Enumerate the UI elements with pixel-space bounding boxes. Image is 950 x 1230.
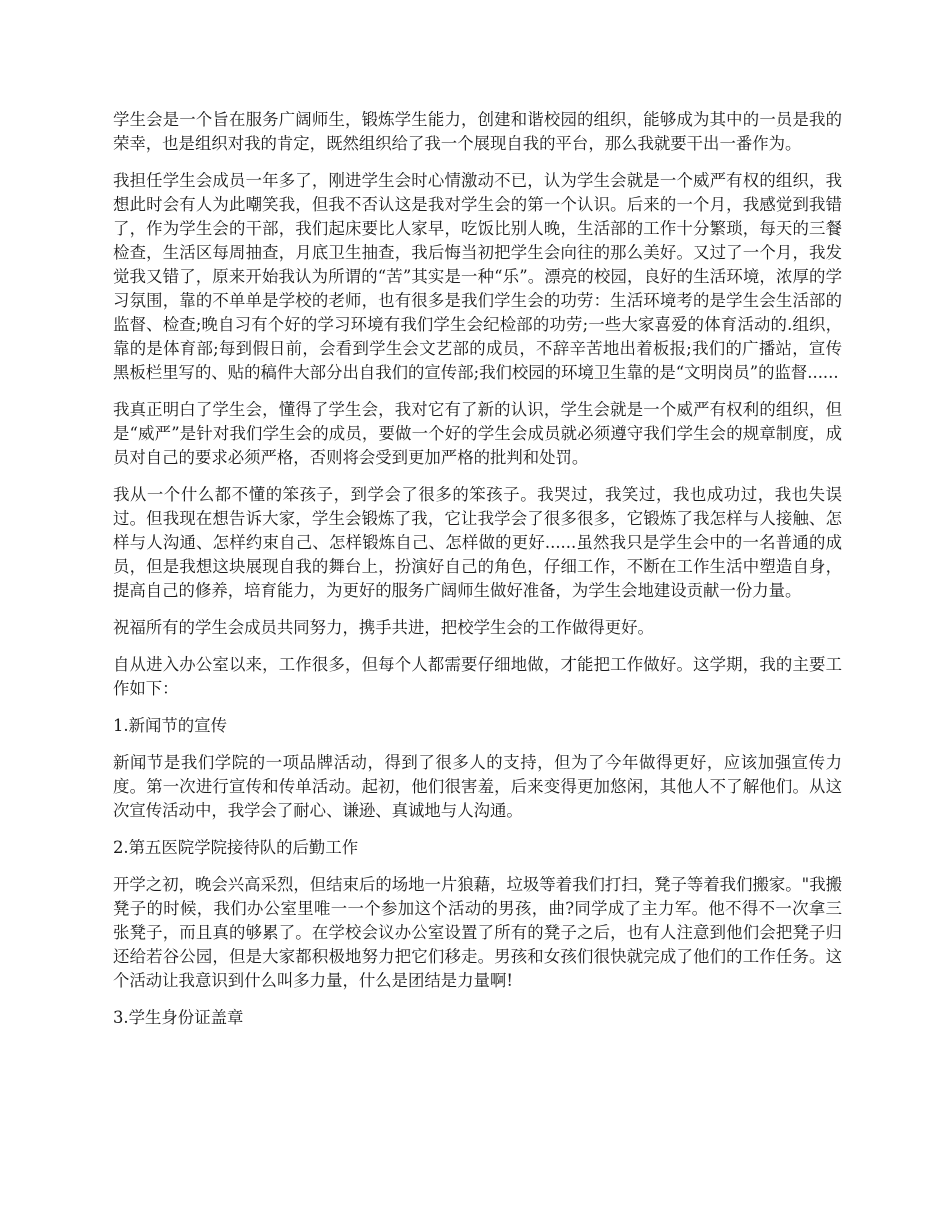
- paragraph-2: 我担任学生会成员一年多了，刚进学生会时心情激动不已，认为学生会就是一个威严有权的组织，我想此时会有人为此嘲笑我，但我不否认这是我对学生会的第一个认识。后来的一个月，我感觉到我错了，作为学生会的干部，我们起床要比人家早，吃饭比别人晚，生活部的工作十分繁琐，每天的三餐检查，生活区每周抽查，月底卫生抽查，我后悔当初把学生会向往的那么美好。又过了一个月，我发觉我又错了，原来开始我认为所谓的“苦”其实是一种“乐”。漂亮的校园，良好的生活环境，浓厚的学习氛围，靠的不单单是学校的老师，也有很多是我们学生会的功劳：生活环境考的是学生会生活部的监督、检查;晚自习有个好的学习环境有我们学生会纪检部的功劳;一些大家喜爱的体育活动的.组织，靠的是体育部;每到假日前，会看到学生会文艺部的成员，不辞辛苦地出着板报;我们的广播站，宣传黑板栏里写的、贴的稿件大部分出自我们的宣传部;我们校园的环境卫生靠的是“文明岗员”的监督......: [113, 171, 842, 382]
- section-heading-2: 2.第五医院学院接待队的后勤工作: [113, 838, 359, 857]
- document-body: [113, 108, 842, 1030]
- section-heading-1: 1.新闻节的宣传: [113, 716, 227, 735]
- paragraph-8: 开学之初，晚会兴高采烈，但结束后的场地一片狼藉，垃圾等着我们打扫，凳子等着我们搬家。"我搬凳子的时候，我们办公室里唯一一个参加这个活动的男孩，曲?同学成了主力军。他不得不一次拿三张凳子，而且真的够累了。在学校会议办公室设置了所有的凳子之后，也有人注意到他们会把凳子归还给若谷公园，但是大家都积极地努力把它们移走。男孩和女孩们很快就完成了他们的工作任务。这个活动让我意识到什么叫多力量，什么是团结是力量啊!: [113, 875, 842, 990]
- paragraph-1: 学生会是一个旨在服务广阔师生，锻炼学生能力，创建和谐校园的组织，能够成为其中的一员是我的荣幸，也是组织对我的肯定，既然组织给了我一个展现自我的平台，那么我就要干出一番作为。: [113, 110, 842, 153]
- paragraph-3: 我真正明白了学生会，懂得了学生会，我对它有了新的认识，学生会就是一个威严有权利的组织，但是“威严”是针对我们学生会的成员，要做一个好的学生会成员就必须遵守我们学生会的规章制度，成员对自己的要求必须严格，否则将会受到更加严格的批判和处罚。: [113, 400, 842, 467]
- paragraph-6: 自从进入办公室以来，工作很多，但每个人都需要仔细地做，才能把工作做好。这学期，我的主要工作如下：: [113, 655, 842, 698]
- paragraph-5: 祝福所有的学生会成员共同努力，携手共进，把校学生会的工作做得更好。: [113, 618, 654, 637]
- section-heading-3: 3.学生身份证盖章: [113, 1008, 244, 1027]
- paragraph-4: 我从一个什么都不懂的笨孩子，到学会了很多的笨孩子。我哭过，我笑过，我也成功过，我也失误过。但我现在想告诉大家，学生会锻炼了我，它让我学会了很多很多，它锻炼了我怎样与人接触、怎样与人沟通、怎样约束自己、怎样锻炼自己、怎样做的更好......虽然我只是学生会中的一名普通的成员，但是我想这块展现自我的舞台上，扮演好自己的角色，仔细工作，不断在工作生活中塑造自身，提高自己的修养，培育能力，为更好的服务广阔师生做好准备，为学生会地建设贡献一份力量。: [113, 485, 842, 600]
- paragraph-7: 新闻节是我们学院的一项品牌活动，得到了很多人的支持，但为了今年做得更好，应该加强宣传力度。第一次进行宣传和传单活动。起初，他们很害羞，后来变得更加悠闲，其他人不了解他们。从这次宣传活动中，我学会了耐心、谦逊、真诚地与人沟通。: [113, 753, 842, 820]
